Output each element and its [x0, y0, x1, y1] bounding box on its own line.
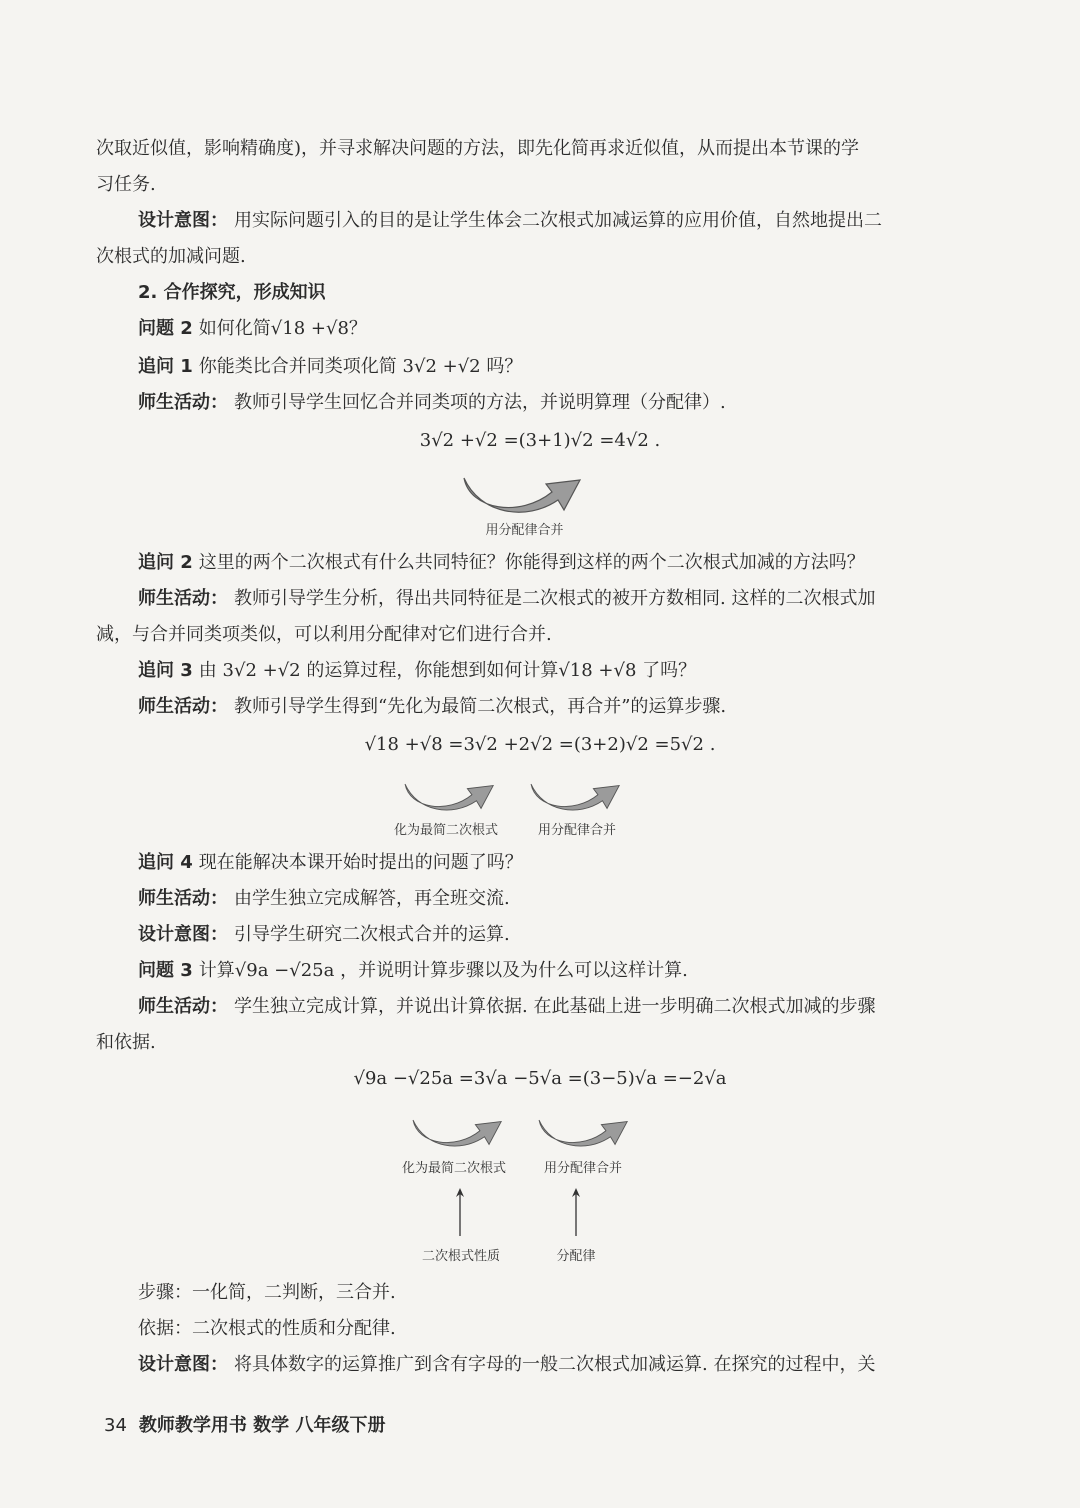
activity-4 [138, 886, 996, 912]
paragraph-line: 次取近似值，影响精确度)，并寻求解决问题的方法，即先化简再求近似值，从而提出本节课的学 [96, 138, 860, 159]
curved-arrow-icon [410, 1110, 505, 1156]
up-arrow-icon [454, 1188, 466, 1236]
book-title: 教师教学用书 数学 八年级下册 [138, 1415, 386, 1436]
curved-arrow-icon [536, 1110, 631, 1156]
caption: 化为最简二次根式 [393, 823, 498, 838]
activity-text: 教师引导学生回忆合并同类项的方法，并说明算理（分配律）. [234, 392, 726, 413]
design-intent-label: 设计意图： [138, 924, 228, 945]
question-text: 计算√9a −√25a ，并说明计算步骤以及为什么可以这样计算. [198, 960, 688, 981]
question-2 [138, 316, 996, 342]
follow-up-label: 追问 2 [138, 552, 193, 573]
follow-up-2 [138, 550, 996, 576]
curved-arrow-icon [460, 470, 585, 520]
design-intent-label: 设计意图： [138, 210, 228, 231]
question-label: 问题 3 [138, 960, 193, 981]
paragraph-line: 习任务. [96, 174, 156, 195]
activity-text: 教师引导学生得到“先化为最简二次根式，再合并”的运算步骤. [234, 696, 727, 717]
paragraph-line: 和依据. [96, 1032, 156, 1053]
follow-up-label: 追问 3 [138, 660, 193, 681]
activity-3 [138, 694, 996, 720]
activity-label: 师生活动： [138, 996, 228, 1017]
equation-3: √9a −√25a =3√a −5√a =(3−5)√a =−2√a [353, 1068, 727, 1089]
activity-label: 师生活动： [138, 888, 228, 909]
curved-arrow-icon [402, 774, 497, 820]
follow-up-label: 追问 4 [138, 852, 193, 873]
follow-up-text: 你能类比合并同类项化简 3√2 +√2 吗？ [198, 356, 523, 377]
paragraph-line: 减，与合并同类项类似，可以利用分配律对它们进行合并. [96, 624, 552, 645]
question-text: 如何化简√18 +√8？ [198, 318, 367, 339]
caption: 用分配律合并 [543, 1161, 622, 1176]
activity-label: 师生活动： [138, 696, 228, 717]
design-intent [138, 922, 996, 948]
follow-up-3 [138, 658, 996, 684]
up-arrow-icon [570, 1188, 582, 1236]
activity-label: 师生活动： [138, 392, 228, 413]
follow-up-label: 追问 1 [138, 356, 193, 377]
section-heading: 2. 合作探究，形成知识 [138, 282, 326, 303]
steps-line: 步骤：一化简，二判断，三合并. [138, 1282, 396, 1303]
caption: 用分配律合并 [485, 523, 564, 538]
activity-5 [138, 994, 996, 1020]
activity-text: 由学生独立完成解答，再全班交流. [234, 888, 510, 909]
activity-text: 学生独立完成计算，并说出计算依据. 在此基础上进一步明确二次根式加减的步骤 [234, 996, 876, 1017]
activity-1 [138, 390, 996, 416]
caption: 用分配律合并 [537, 823, 616, 838]
curved-arrow-icon [528, 774, 623, 820]
paragraph-line: 次根式的加减问题. [96, 246, 246, 267]
design-intent-text: 将具体数字的运算推广到含有字母的一般二次根式加减运算. 在探究的过程中，关 [234, 1354, 876, 1375]
basis-line: 依据：二次根式的性质和分配律. [138, 1318, 396, 1339]
design-intent-label: 设计意图： [138, 1354, 228, 1375]
page-number: 34 [104, 1415, 127, 1436]
design-intent-text: 用实际问题引入的目的是让学生体会二次根式加减运算的应用价值，自然地提出二 [234, 210, 882, 231]
page-footer [104, 1414, 385, 1438]
activity-2 [138, 586, 996, 612]
equation-2: √18 +√8 =3√2 +2√2 =(3+2)√2 =5√2 . [364, 734, 716, 755]
design-intent-text: 引导学生研究二次根式合并的运算. [234, 924, 510, 945]
design-intent [138, 208, 996, 234]
question-3 [138, 958, 996, 984]
follow-up-text: 由 3√2 +√2 的运算过程，你能想到如何计算√18 +√8 了吗？ [198, 660, 697, 681]
caption: 化为最简二次根式 [401, 1161, 506, 1176]
follow-up-text: 这里的两个二次根式有什么共同特征？你能得到这样的两个二次根式加减的方法吗？ [198, 552, 865, 573]
activity-label: 师生活动： [138, 588, 228, 609]
caption: 二次根式性质 [421, 1249, 500, 1264]
follow-up-1 [138, 354, 996, 380]
activity-text: 教师引导学生分析，得出共同特征是二次根式的被开方数相同. 这样的二次根式加 [234, 588, 876, 609]
follow-up-4 [138, 850, 996, 876]
caption: 分配律 [556, 1249, 596, 1264]
follow-up-text: 现在能解决本课开始时提出的问题了吗？ [198, 852, 523, 873]
equation-1: 3√2 +√2 =(3+1)√2 =4√2 . [419, 430, 661, 451]
design-intent [138, 1352, 996, 1378]
question-label: 问题 2 [138, 318, 193, 339]
